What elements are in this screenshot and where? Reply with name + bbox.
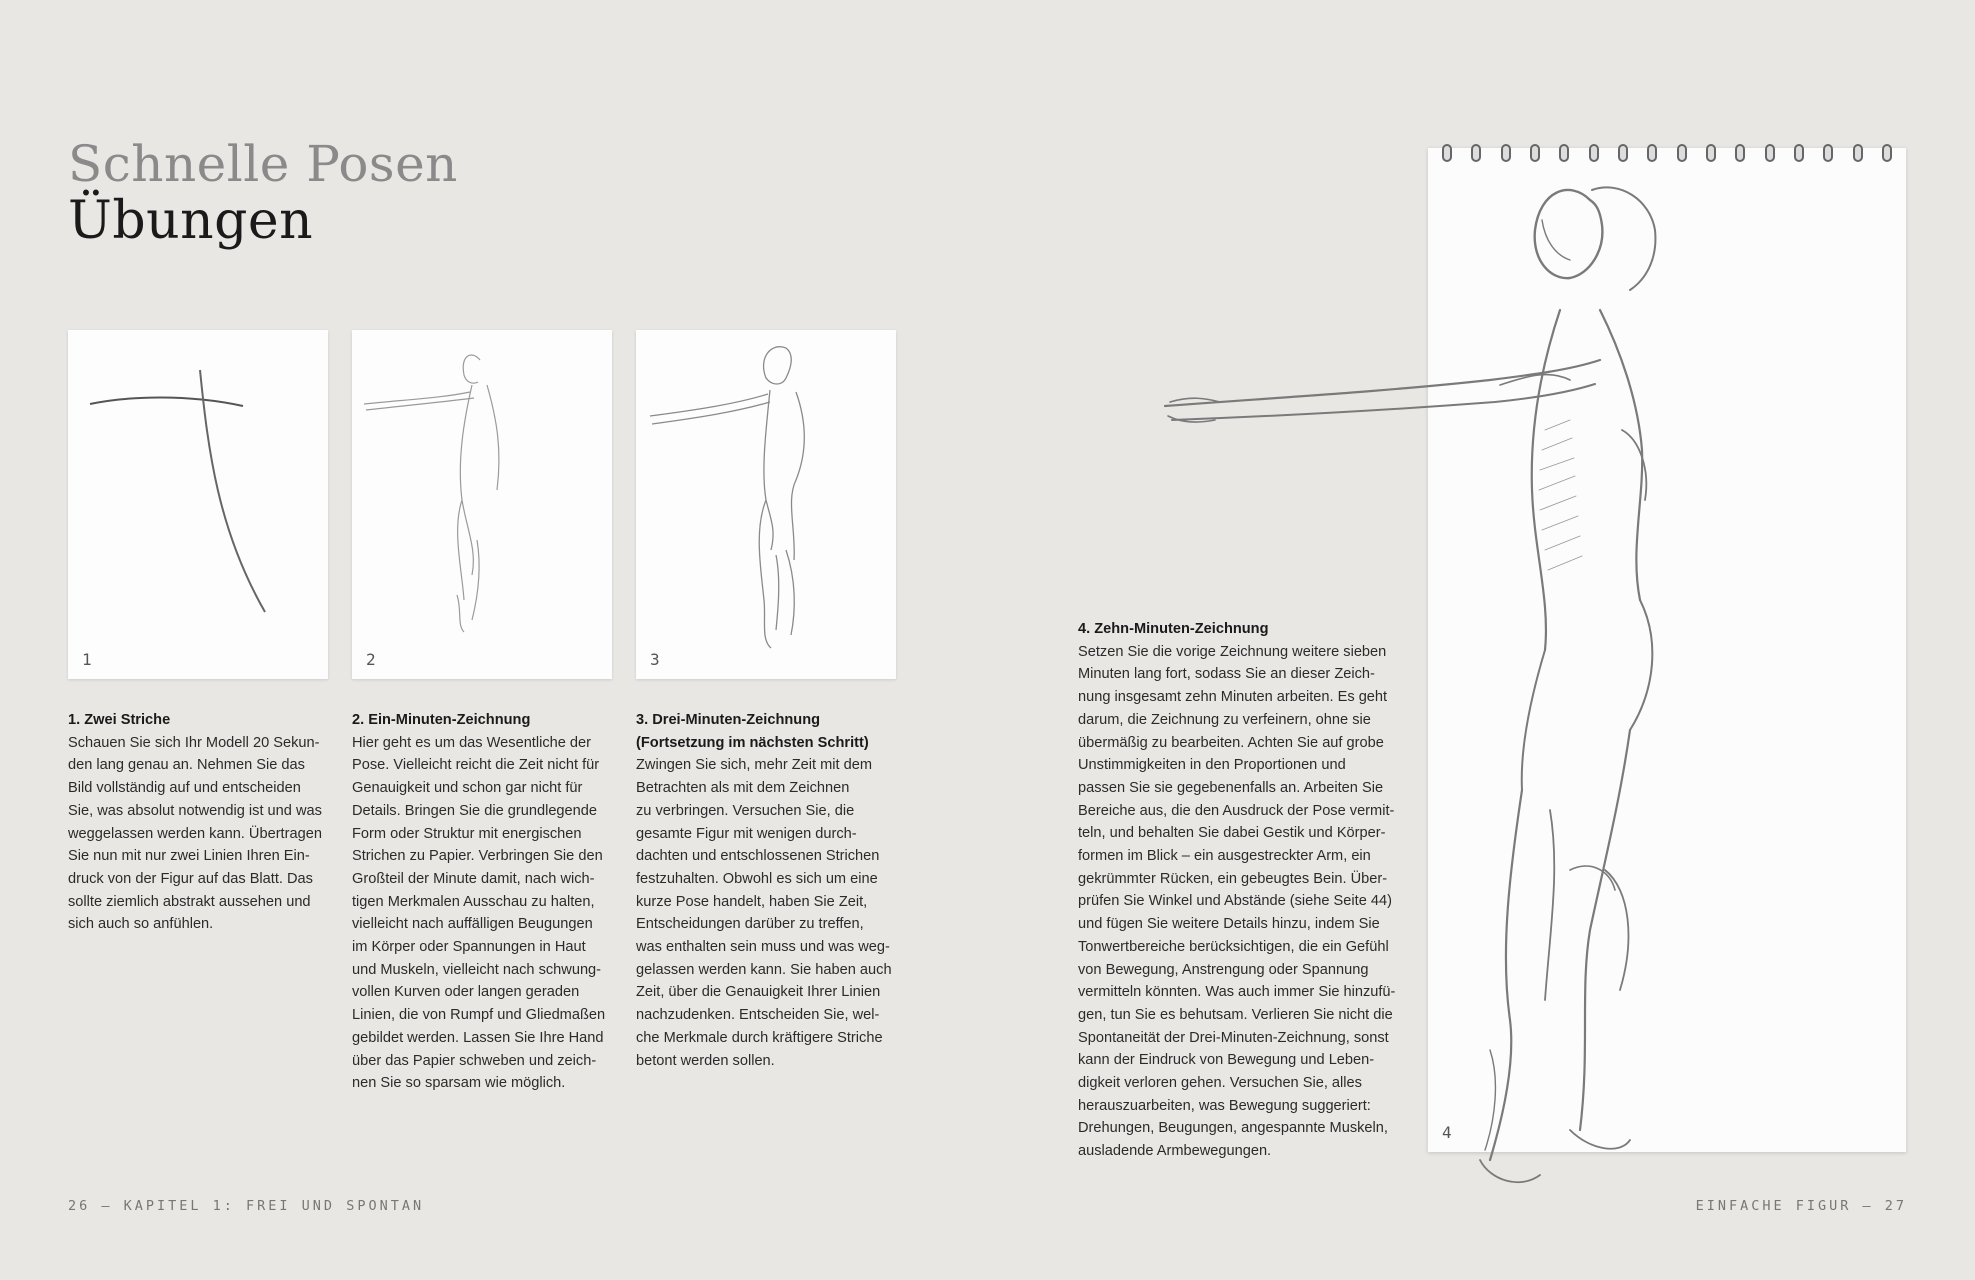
step-2-column [352,709,622,1095]
step-4-body: Setzen Sie die vorige Zeichnung weitere sieben Minuten lang fort, sodass Sie an dieser Zeich- nung insgesamt zehn Minuten arbeiten. Es geht darum, die Zeichnung zu verfeinern, ohne sie übermäßig zu bearbeiten. Achten Sie auf grobe Unstimmigkeiten in den Proportionen und passen Sie sie gegebenenfalls an. Arbeiten Sie Bereiche aus, die den Ausdruck der Pose vermit- teln, und behalten Sie dabei Gestik und Körper- formen im Blick – ein ausgestreckter Arm, ein gekrümmter Rücken, ein gebeugtes Bein. Über- prüfen Sie Winkel und Abstände (siehe Seite 44) und fügen Sie weitere Details hinzu, indem Sie Tonwertbereiche berücksichtigen, die ein Gefühl von Bewegung, Anstrengung oder Spannung vermitteln könnten. Was auch immer Sie hinzufü- gen, tun Sie es behutsam. Verlieren Sie nicht die Spontaneität der Drei-Minuten-Zeichnung, sonst kann der Eindruck von Bewegung und Leben- digkeit verloren gehen. Versuchen Sie, alles herauszuarbeiten, was Bewegung suggeriert: Drehungen, Beugungen, angespannte Muskeln, ausladende Armbewegungen. [1078,643,1396,1160]
two-strokes-sketch [68,330,328,679]
one-minute-sketch [352,330,612,679]
page-title-line-2: Übungen [68,191,314,251]
step-2-body: Hier geht es um das Wesentliche der Pose. Vielleicht reicht die Zeit nicht für Genauigkeit und schon gar nicht für Details. Bringen Sie die grundlegende Form oder Struktur mit energischen Strichen zu Papier. Verbringen Sie den Großteil der Minute damit, nach wich- tigen Merkmalen Ausschau zu halten, vielleicht nach auffälligen Beugungen im Körper oder Spannungen in Haut und Muskeln, vielleicht nach schwung- vollen Kurven oder langen geraden Linien, die von Rumpf und Gliedmaßen gebildet werden. Lassen Sie Ihre Hand über das Papier schweben und zeich- nen Sie so sparsam wie möglich. [352,734,606,1092]
step-1-column [68,709,338,936]
footer-right-folio: EINFACHE FIGUR — 27 [1695,1198,1907,1214]
sketch-thumbnail-3 [636,330,896,679]
thumbnail-number: 2 [366,650,376,669]
step-4-heading: 4. Zehn-Minuten-Zeichnung [1078,621,1269,637]
step-3-heading: 3. Drei-Minuten-Zeichnung (Fortsetzung im nächsten Schritt) [636,712,869,751]
spiral-binding [1428,144,1906,168]
step-2-heading: 2. Ein-Minuten-Zeichnung [352,712,531,728]
sketch-thumbnail-1 [68,330,328,679]
three-minute-sketch [636,330,896,679]
ten-minute-figure-sketch [1150,170,1850,1250]
footer-left-folio: 26 — KAPITEL 1: FREI UND SPONTAN [68,1198,425,1214]
page-title-line-1: Schnelle Posen [68,135,458,193]
sketch-thumbnail-2 [352,330,612,679]
step-1-body: Schauen Sie sich Ihr Modell 20 Sekun- den lang genau an. Nehmen Sie das Bild vollständig auf und entscheiden Sie, was absolut notwendig ist und was weggelassen werden kann. Übertragen Sie nun mit nur zwei Linien Ihren Ein- druck von der Figur auf das Blatt. Das sollte ziemlich abstrakt aussehen und sich auch so anfühlen. [68,734,322,933]
step-3-column [636,709,906,1072]
sketchpad-number: 4 [1442,1123,1452,1142]
step-3-body: Zwingen Sie sich, mehr Zeit mit dem Betrachten als mit dem Zeichnen zu verbringen. Versuchen Sie, die gesamte Figur mit wenigen durch- dachten und entschlossenen Strichen festzuhalten. Obwohl es sich um eine kurze Pose handelt, haben Sie Zeit, Entscheidungen darüber zu treffen, was enthalten sein muss und was weg- gelassen werden kann. Sie haben auch Zeit, über die Genauigkeit Ihrer Linien nachzudenken. Entscheiden Sie, wel- che Merkmale durch kräftigere Striche betont werden sollen. [636,757,892,1069]
thumbnail-number: 3 [650,650,660,669]
thumbnail-number: 1 [82,650,92,669]
step-1-heading: 1. Zwei Striche [68,712,171,728]
